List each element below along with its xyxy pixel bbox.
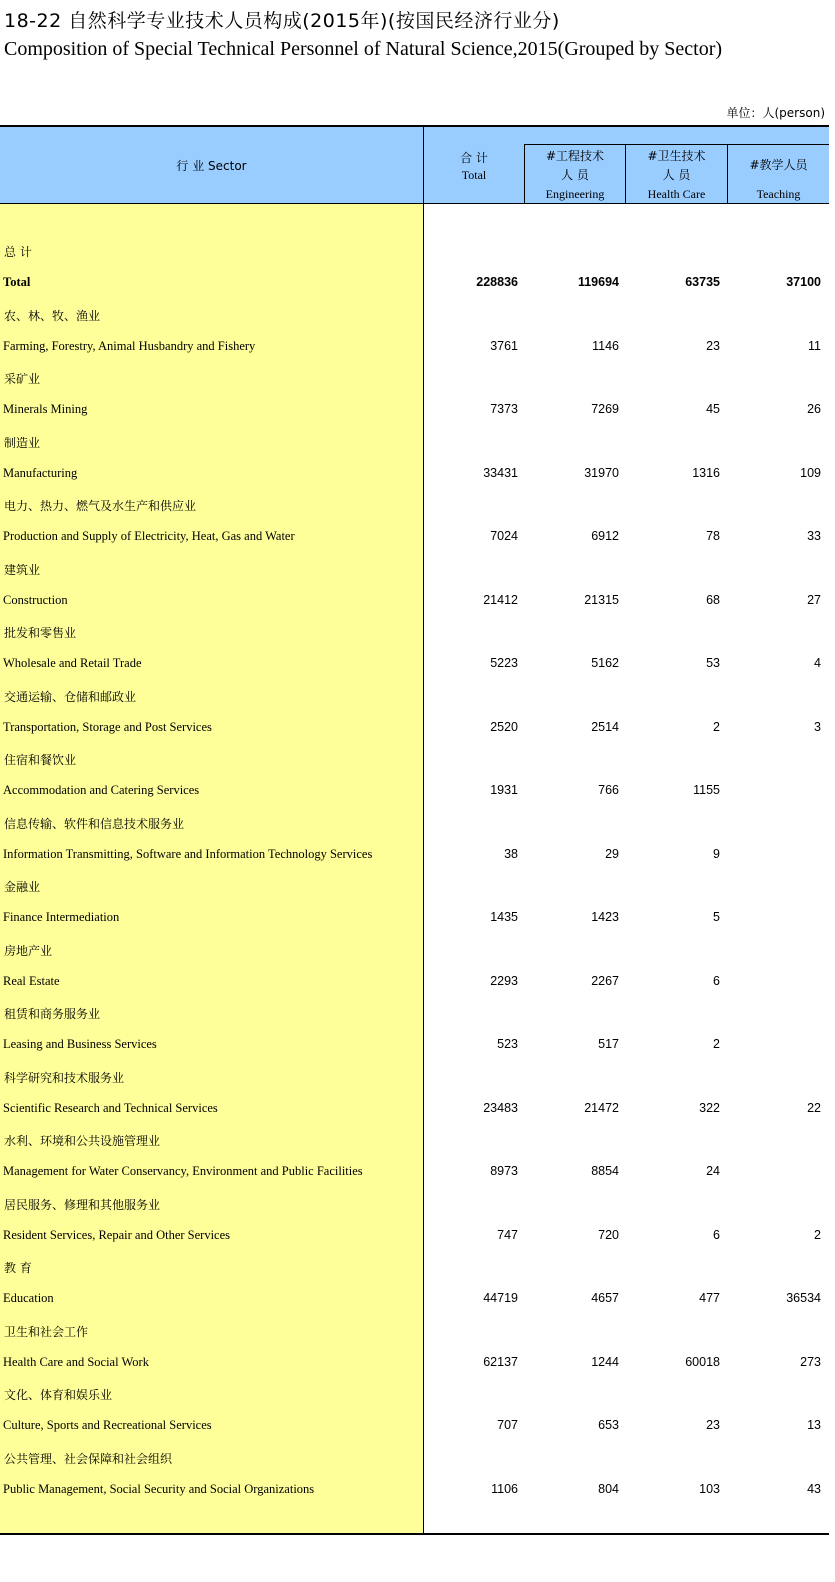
sector-name-cn: 教 育 <box>4 1261 32 1275</box>
cell-eng: 517 <box>598 1037 619 1051</box>
sector-name-cn: 住宿和餐饮业 <box>4 753 77 767</box>
column-header-sector: 行 业 Sector <box>176 159 247 173</box>
sector-name-en: Farming, Forestry, Animal Husbandry and Fishery <box>3 339 256 353</box>
cell-eng: 21472 <box>584 1101 619 1115</box>
sector-name-cn: 居民服务、修理和其他服务业 <box>4 1198 161 1212</box>
cell-eng: 119694 <box>577 275 619 289</box>
health-header-en: Health Care <box>647 187 706 201</box>
sector-name-cn: 电力、热力、燃气及水生产和供应业 <box>4 499 197 513</box>
cell-health: 2 <box>713 720 720 734</box>
sector-name-en: Health Care and Social Work <box>3 1355 149 1369</box>
cell-health: 23 <box>706 1418 720 1432</box>
sector-name-en: Public Management, Social Security and Social Organizations <box>3 1482 315 1496</box>
sector-name-cn: 房地产业 <box>4 944 53 958</box>
teach-header-cn: #教学人员 <box>749 158 808 172</box>
cell-total: 1435 <box>490 910 518 924</box>
cell-health: 24 <box>706 1164 720 1178</box>
cell-eng: 766 <box>598 783 619 797</box>
sector-name-en: Manufacturing <box>3 466 78 480</box>
cell-teach: 26 <box>807 402 821 416</box>
total-header-en: Total <box>461 168 487 182</box>
teach-header-en: Teaching <box>756 187 801 201</box>
sector-name-cn: 卫生和社会工作 <box>4 1325 89 1339</box>
sector-name-en: Construction <box>3 593 68 607</box>
cell-total: 33431 <box>483 466 518 480</box>
cell-health: 6 <box>713 1228 720 1242</box>
cell-health: 2 <box>713 1037 720 1051</box>
sector-name-en: Real Estate <box>3 974 60 988</box>
cell-total: 5223 <box>490 656 518 670</box>
cell-eng: 720 <box>598 1228 619 1242</box>
cell-total: 23483 <box>483 1101 518 1115</box>
cell-health: 53 <box>706 656 720 670</box>
cell-total: 62137 <box>483 1355 518 1369</box>
cell-teach: 2 <box>814 1228 821 1242</box>
cell-eng: 6912 <box>591 529 619 543</box>
cell-teach: 22 <box>807 1101 821 1115</box>
cell-teach: 33 <box>807 529 821 543</box>
cell-health: 1316 <box>692 466 720 480</box>
cell-health: 60018 <box>685 1355 720 1369</box>
cell-health: 63735 <box>685 275 720 289</box>
sector-name-en: Culture, Sports and Recreational Services <box>3 1418 212 1432</box>
cell-health: 45 <box>706 402 720 416</box>
cell-health: 5 <box>713 910 720 924</box>
health-header-cn2: 人 员 <box>662 168 691 182</box>
sector-name-cn: 制造业 <box>4 436 41 450</box>
sector-name-cn: 总 计 <box>4 245 32 259</box>
cell-teach: 43 <box>807 1482 821 1496</box>
cell-eng: 653 <box>598 1418 619 1432</box>
cell-total: 2520 <box>490 720 518 734</box>
cell-health: 103 <box>699 1482 720 1496</box>
cell-eng: 5162 <box>591 656 619 670</box>
sector-name-cn: 批发和零售业 <box>4 626 77 640</box>
cell-teach: 37100 <box>786 275 821 289</box>
eng-header-en: Engineering <box>545 187 605 201</box>
cell-eng: 29 <box>605 847 619 861</box>
cell-health: 9 <box>713 847 720 861</box>
top-rule <box>0 125 829 127</box>
sector-name-en: Education <box>3 1291 54 1305</box>
sector-name-en: Transportation, Storage and Post Services <box>3 720 212 734</box>
cell-total: 21412 <box>483 593 518 607</box>
total-header-cn: 合 计 <box>460 151 488 165</box>
table-title-chinese: 18-22 自然科学专业技术人员构成(2015年)(按国民经济行业分) <box>4 10 560 32</box>
sector-name-cn: 采矿业 <box>4 372 41 386</box>
cell-teach: 11 <box>808 339 821 353</box>
cell-teach: 3 <box>814 720 821 734</box>
cell-total: 523 <box>497 1037 518 1051</box>
sector-name-en: Minerals Mining <box>3 402 88 416</box>
cell-health: 6 <box>713 974 720 988</box>
cell-total: 38 <box>504 847 518 861</box>
cell-total: 707 <box>497 1418 518 1432</box>
sector-name-en: Wholesale and Retail Trade <box>3 656 142 670</box>
cell-total: 8973 <box>490 1164 518 1178</box>
cell-health: 477 <box>699 1291 720 1305</box>
sector-name-en: Resident Services, Repair and Other Services <box>3 1228 231 1242</box>
table-title-english: Composition of Special Technical Personnel of Natural Science,2015(Grouped by Sector) <box>4 38 723 60</box>
eng-header-cn1: #工程技术 <box>545 149 605 163</box>
cell-health: 322 <box>699 1101 720 1115</box>
cell-eng: 7269 <box>591 402 619 416</box>
cell-eng: 1146 <box>592 339 619 353</box>
sector-name-cn: 建筑业 <box>4 563 41 577</box>
cell-eng: 21315 <box>584 593 619 607</box>
cell-health: 23 <box>706 339 720 353</box>
bottom-rule <box>0 1533 829 1535</box>
sector-name-en: Leasing and Business Services <box>3 1037 157 1051</box>
health-header-cn1: #卫生技术 <box>647 149 706 163</box>
unit-label: 单位：人(person) <box>726 106 825 120</box>
cell-health: 1155 <box>693 783 720 797</box>
cell-health: 68 <box>706 593 720 607</box>
cell-total: 7373 <box>490 402 518 416</box>
column-header-total <box>424 149 524 183</box>
header-rule <box>0 203 829 204</box>
cell-teach: 4 <box>814 656 821 670</box>
cell-eng: 31970 <box>584 466 619 480</box>
cell-eng: 1244 <box>591 1355 619 1369</box>
cell-eng: 8854 <box>591 1164 619 1178</box>
sector-name-en: Total <box>3 275 31 289</box>
cell-eng: 804 <box>598 1482 619 1496</box>
sector-name-en: Accommodation and Catering Services <box>3 783 200 797</box>
cell-total: 44719 <box>483 1291 518 1305</box>
cell-teach: 13 <box>807 1418 821 1432</box>
cell-total: 1931 <box>490 783 518 797</box>
sector-name-en: Management for Water Conservancy, Environment and Public Facilities <box>3 1164 363 1178</box>
cell-health: 78 <box>706 529 720 543</box>
sector-name-cn: 水利、环境和公共设施管理业 <box>4 1134 161 1148</box>
subheader-rule <box>524 144 829 145</box>
sector-name-cn: 农、林、牧、渔业 <box>4 309 101 323</box>
cell-teach: 109 <box>800 466 821 480</box>
cell-eng: 4657 <box>591 1291 619 1305</box>
sector-name-cn: 信息传输、软件和信息技术服务业 <box>4 817 185 831</box>
sector-name-en: Production and Supply of Electricity, Heat, Gas and Water <box>3 529 295 543</box>
eng-header-cn2: 人 员 <box>561 168 589 182</box>
sector-name-en: Finance Intermediation <box>3 910 120 924</box>
cell-eng: 1423 <box>591 910 619 924</box>
cell-total: 747 <box>497 1228 518 1242</box>
sector-name-en: Scientific Research and Technical Services <box>3 1101 218 1115</box>
column-header-health <box>626 147 727 202</box>
column-header-teaching <box>728 156 829 202</box>
cell-total: 1106 <box>491 1482 518 1496</box>
cell-eng: 2267 <box>591 974 619 988</box>
cell-teach: 273 <box>800 1355 821 1369</box>
sector-name-cn: 金融业 <box>4 880 41 894</box>
sector-name-cn: 科学研究和技术服务业 <box>4 1071 125 1085</box>
sector-name-cn: 租赁和商务服务业 <box>4 1007 101 1021</box>
sector-name-en: Information Transmitting, Software and Information Technology Services <box>3 847 373 861</box>
cell-teach: 27 <box>807 593 821 607</box>
cell-teach: 36534 <box>786 1291 821 1305</box>
cell-total: 7024 <box>490 529 518 543</box>
sector-name-cn: 公共管理、社会保障和社会组织 <box>4 1452 173 1466</box>
cell-total: 228836 <box>476 275 518 289</box>
cell-eng: 2514 <box>591 720 619 734</box>
sector-divider <box>423 127 424 1533</box>
sector-name-cn: 文化、体育和娱乐业 <box>4 1388 113 1402</box>
cell-total: 2293 <box>490 974 518 988</box>
column-header-engineering <box>525 147 625 202</box>
sector-name-cn: 交通运输、仓储和邮政业 <box>4 690 137 704</box>
cell-total: 3761 <box>490 339 518 353</box>
